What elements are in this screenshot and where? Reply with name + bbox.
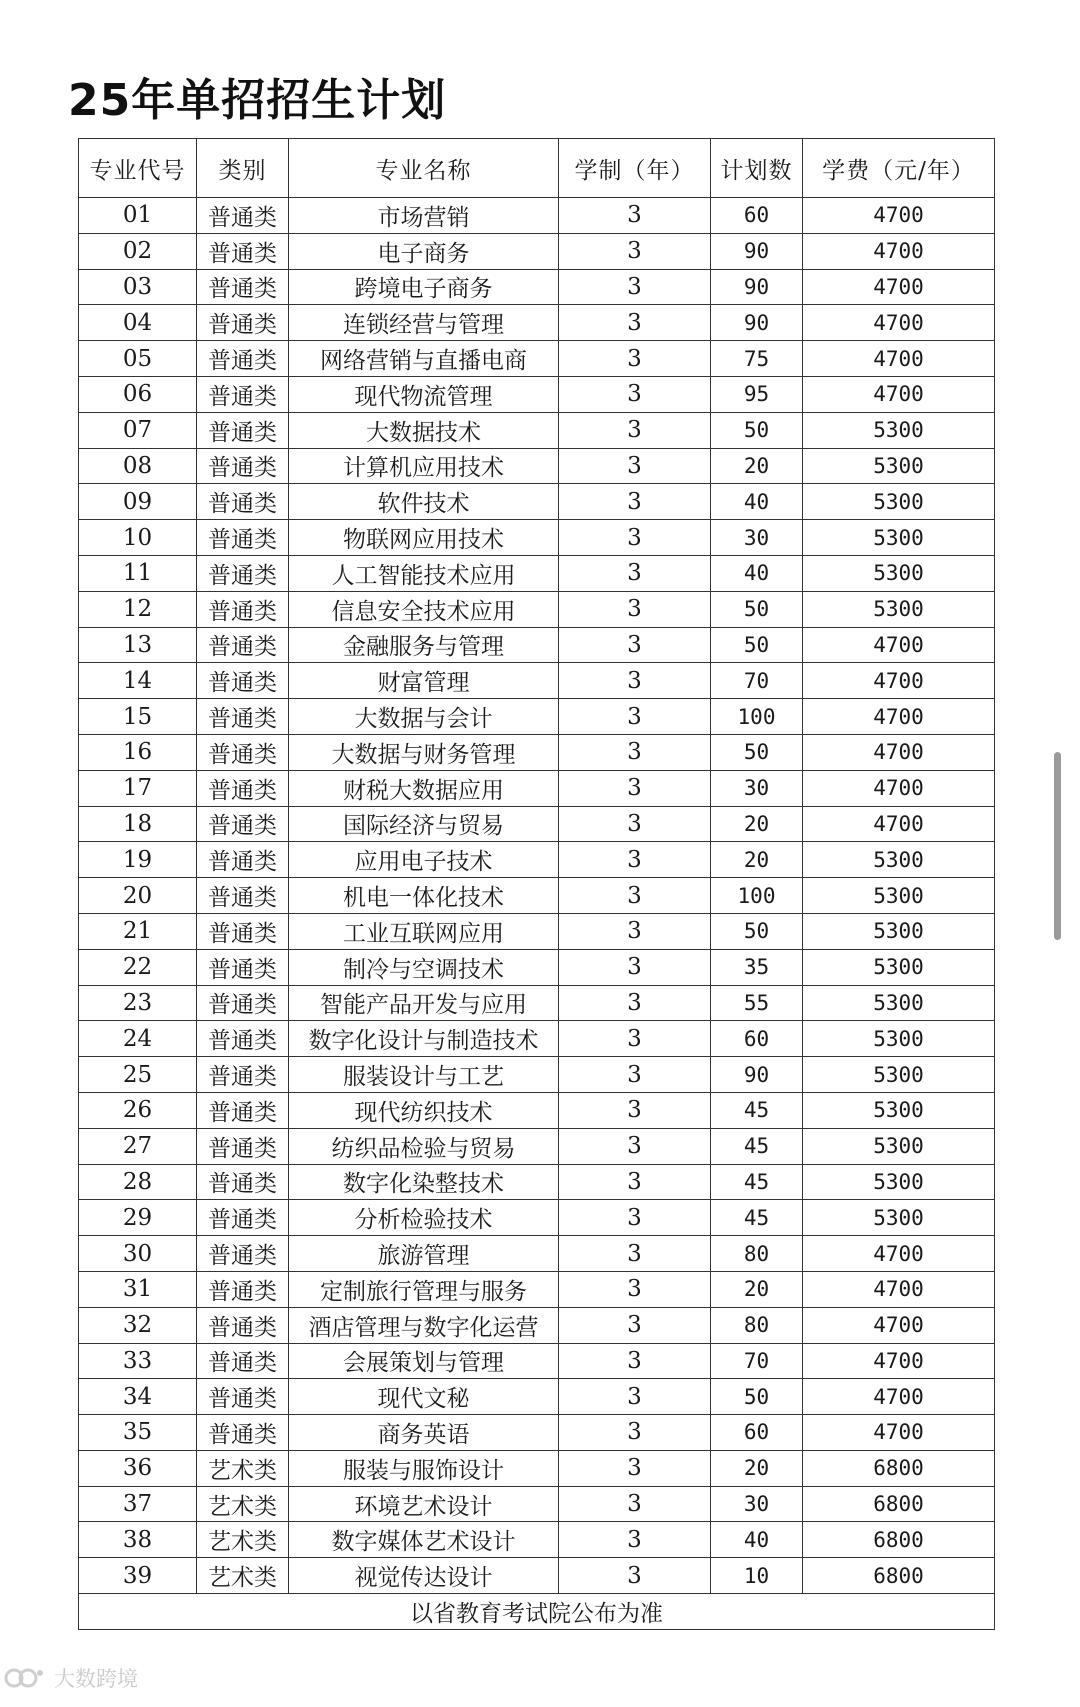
plan-count-cell: 20: [711, 842, 803, 878]
tuition-cell: 5300: [803, 878, 995, 914]
tuition-cell: 4700: [803, 269, 995, 305]
major-code-cell: 01: [79, 198, 197, 234]
plan-count-cell: 50: [711, 1379, 803, 1415]
major-name-cell: 旅游管理: [289, 1236, 559, 1272]
plan-count-cell: 100: [711, 699, 803, 735]
col-header-category: 类别: [197, 139, 289, 198]
col-header-tuition: 学费（元/年）: [803, 139, 995, 198]
major-name-cell: 软件技术: [289, 484, 559, 520]
table-footer-row: [79, 1594, 995, 1630]
plan-count-cell: 30: [711, 1486, 803, 1522]
tuition-cell: 5300: [803, 842, 995, 878]
major-name-cell: 电子商务: [289, 233, 559, 269]
major-code-cell: 08: [79, 448, 197, 484]
tuition-cell: 4700: [803, 1236, 995, 1272]
enrollment-plan-table: [78, 138, 995, 1630]
duration-cell: 3: [559, 591, 711, 627]
tuition-cell: 6800: [803, 1522, 995, 1558]
duration-cell: 3: [559, 1092, 711, 1128]
category-cell: 普通类: [197, 305, 289, 341]
table-footer-note: 以省教育考试院公布为准: [79, 1594, 995, 1630]
table-row: [79, 985, 995, 1021]
major-code-cell: 04: [79, 305, 197, 341]
duration-cell: 3: [559, 1236, 711, 1272]
duration-cell: 3: [559, 1307, 711, 1343]
table-row: [79, 412, 995, 448]
major-code-cell: 24: [79, 1021, 197, 1057]
major-name-cell: 机电一体化技术: [289, 878, 559, 914]
tuition-cell: 5300: [803, 484, 995, 520]
major-name-cell: 大数据与会计: [289, 699, 559, 735]
major-name-cell: 数字媒体艺术设计: [289, 1522, 559, 1558]
category-cell: 普通类: [197, 484, 289, 520]
duration-cell: 3: [559, 913, 711, 949]
duration-cell: 3: [559, 1021, 711, 1057]
category-cell: 艺术类: [197, 1486, 289, 1522]
duration-cell: 3: [559, 734, 711, 770]
major-code-cell: 18: [79, 806, 197, 842]
tuition-cell: 5300: [803, 1092, 995, 1128]
duration-cell: 3: [559, 949, 711, 985]
major-name-cell: 财富管理: [289, 663, 559, 699]
plan-count-cell: 40: [711, 1522, 803, 1558]
major-code-cell: 28: [79, 1164, 197, 1200]
major-name-cell: 视觉传达设计: [289, 1558, 559, 1594]
plan-count-cell: 75: [711, 341, 803, 377]
plan-count-cell: 10: [711, 1558, 803, 1594]
plan-count-cell: 60: [711, 1415, 803, 1451]
major-name-cell: 跨境电子商务: [289, 269, 559, 305]
duration-cell: 3: [559, 412, 711, 448]
tuition-cell: 5300: [803, 913, 995, 949]
category-cell: 普通类: [197, 1236, 289, 1272]
category-cell: 普通类: [197, 734, 289, 770]
plan-count-cell: 45: [711, 1164, 803, 1200]
duration-cell: 3: [559, 484, 711, 520]
tuition-cell: 4700: [803, 734, 995, 770]
table-row: [79, 269, 995, 305]
category-cell: 普通类: [197, 806, 289, 842]
tuition-cell: 4700: [803, 770, 995, 806]
category-cell: 艺术类: [197, 1450, 289, 1486]
table-row: [79, 1450, 995, 1486]
category-cell: 普通类: [197, 842, 289, 878]
major-code-cell: 38: [79, 1522, 197, 1558]
major-code-cell: 27: [79, 1128, 197, 1164]
tuition-cell: 4700: [803, 1379, 995, 1415]
tuition-cell: 5300: [803, 1021, 995, 1057]
plan-count-cell: 90: [711, 269, 803, 305]
major-name-cell: 国际经济与贸易: [289, 806, 559, 842]
table-row: [79, 1343, 995, 1379]
tuition-cell: 4700: [803, 198, 995, 234]
plan-count-cell: 90: [711, 305, 803, 341]
duration-cell: 3: [559, 1164, 711, 1200]
major-name-cell: 大数据与财务管理: [289, 734, 559, 770]
category-cell: 普通类: [197, 1200, 289, 1236]
tuition-cell: 5300: [803, 555, 995, 591]
major-code-cell: 15: [79, 699, 197, 735]
major-code-cell: 31: [79, 1271, 197, 1307]
major-code-cell: 35: [79, 1415, 197, 1451]
major-name-cell: 环境艺术设计: [289, 1486, 559, 1522]
major-code-cell: 30: [79, 1236, 197, 1272]
table-row: [79, 1379, 995, 1415]
major-code-cell: 09: [79, 484, 197, 520]
tuition-cell: 4700: [803, 699, 995, 735]
table-row: [79, 770, 995, 806]
brand-logo-icon: [4, 1665, 48, 1691]
category-cell: 普通类: [197, 448, 289, 484]
table-row: [79, 1021, 995, 1057]
major-name-cell: 计算机应用技术: [289, 448, 559, 484]
plan-count-cell: 50: [711, 913, 803, 949]
major-code-cell: 13: [79, 627, 197, 663]
major-name-cell: 现代纺织技术: [289, 1092, 559, 1128]
major-name-cell: 分析检验技术: [289, 1200, 559, 1236]
tuition-cell: 4700: [803, 806, 995, 842]
category-cell: 普通类: [197, 949, 289, 985]
major-name-cell: 现代物流管理: [289, 376, 559, 412]
category-cell: 普通类: [197, 1379, 289, 1415]
major-name-cell: 服装设计与工艺: [289, 1057, 559, 1093]
major-name-cell: 物联网应用技术: [289, 520, 559, 556]
page-title: 25年单招招生计划: [68, 75, 447, 126]
major-name-cell: 网络营销与直播电商: [289, 341, 559, 377]
major-code-cell: 25: [79, 1057, 197, 1093]
table-row: [79, 1092, 995, 1128]
table-row: [79, 1486, 995, 1522]
duration-cell: 3: [559, 770, 711, 806]
plan-count-cell: 70: [711, 663, 803, 699]
tuition-cell: 4700: [803, 1415, 995, 1451]
major-name-cell: 数字化设计与制造技术: [289, 1021, 559, 1057]
major-code-cell: 02: [79, 233, 197, 269]
duration-cell: 3: [559, 1379, 711, 1415]
major-code-cell: 05: [79, 341, 197, 377]
major-name-cell: 工业互联网应用: [289, 913, 559, 949]
tuition-cell: 4700: [803, 627, 995, 663]
category-cell: 普通类: [197, 555, 289, 591]
table-row: [79, 806, 995, 842]
table-row: [79, 1307, 995, 1343]
tuition-cell: 6800: [803, 1558, 995, 1594]
duration-cell: 3: [559, 1558, 711, 1594]
col-header-major-name: 专业名称: [289, 139, 559, 198]
duration-cell: 3: [559, 198, 711, 234]
plan-count-cell: 55: [711, 985, 803, 1021]
major-name-cell: 酒店管理与数字化运营: [289, 1307, 559, 1343]
category-cell: 艺术类: [197, 1522, 289, 1558]
table-row: [79, 520, 995, 556]
table-row: [79, 663, 995, 699]
table-row: [79, 699, 995, 735]
category-cell: 普通类: [197, 591, 289, 627]
duration-cell: 3: [559, 1450, 711, 1486]
category-cell: 普通类: [197, 1415, 289, 1451]
major-code-cell: 37: [79, 1486, 197, 1522]
major-code-cell: 14: [79, 663, 197, 699]
table-row: [79, 1164, 995, 1200]
plan-count-cell: 60: [711, 198, 803, 234]
category-cell: 普通类: [197, 1164, 289, 1200]
duration-cell: 3: [559, 806, 711, 842]
major-code-cell: 17: [79, 770, 197, 806]
category-cell: 普通类: [197, 1343, 289, 1379]
tuition-cell: 4700: [803, 341, 995, 377]
category-cell: 普通类: [197, 663, 289, 699]
duration-cell: 3: [559, 985, 711, 1021]
tuition-cell: 5300: [803, 1164, 995, 1200]
category-cell: 普通类: [197, 233, 289, 269]
plan-count-cell: 20: [711, 448, 803, 484]
table-row: [79, 1522, 995, 1558]
col-header-major-code: 专业代号: [79, 139, 197, 198]
tuition-cell: 6800: [803, 1486, 995, 1522]
major-name-cell: 制冷与空调技术: [289, 949, 559, 985]
category-cell: 普通类: [197, 1307, 289, 1343]
tuition-cell: 6800: [803, 1450, 995, 1486]
major-code-cell: 12: [79, 591, 197, 627]
tuition-cell: 5300: [803, 412, 995, 448]
major-code-cell: 32: [79, 1307, 197, 1343]
duration-cell: 3: [559, 520, 711, 556]
table-row: [79, 591, 995, 627]
duration-cell: 3: [559, 663, 711, 699]
plan-count-cell: 90: [711, 233, 803, 269]
major-name-cell: 大数据技术: [289, 412, 559, 448]
plan-count-cell: 20: [711, 1450, 803, 1486]
plan-count-cell: 45: [711, 1200, 803, 1236]
watermark-text: 大数跨境: [54, 1667, 138, 1691]
tuition-cell: 4700: [803, 376, 995, 412]
major-name-cell: 金融服务与管理: [289, 627, 559, 663]
major-code-cell: 21: [79, 913, 197, 949]
duration-cell: 3: [559, 305, 711, 341]
major-name-cell: 会展策划与管理: [289, 1343, 559, 1379]
table-row: [79, 1236, 995, 1272]
table-row: [79, 1271, 995, 1307]
major-name-cell: 商务英语: [289, 1415, 559, 1451]
plan-count-cell: 50: [711, 412, 803, 448]
plan-count-cell: 40: [711, 484, 803, 520]
plan-count-cell: 20: [711, 806, 803, 842]
table-body: [79, 198, 995, 1594]
duration-cell: 3: [559, 1522, 711, 1558]
plan-count-cell: 100: [711, 878, 803, 914]
tuition-cell: 4700: [803, 1343, 995, 1379]
duration-cell: 3: [559, 842, 711, 878]
major-name-cell: 现代文秘: [289, 1379, 559, 1415]
watermark: [4, 1663, 138, 1693]
plan-count-cell: 40: [711, 555, 803, 591]
tuition-cell: 5300: [803, 985, 995, 1021]
major-code-cell: 26: [79, 1092, 197, 1128]
duration-cell: 3: [559, 269, 711, 305]
major-code-cell: 23: [79, 985, 197, 1021]
category-cell: 普通类: [197, 376, 289, 412]
table-row: [79, 555, 995, 591]
table-row: [79, 305, 995, 341]
tuition-cell: 5300: [803, 1128, 995, 1164]
category-cell: 普通类: [197, 1128, 289, 1164]
major-code-cell: 34: [79, 1379, 197, 1415]
major-name-cell: 应用电子技术: [289, 842, 559, 878]
table-row: [79, 233, 995, 269]
major-code-cell: 33: [79, 1343, 197, 1379]
category-cell: 普通类: [197, 1092, 289, 1128]
major-name-cell: 市场营销: [289, 198, 559, 234]
duration-cell: 3: [559, 1128, 711, 1164]
category-cell: 普通类: [197, 520, 289, 556]
table-row: [79, 1128, 995, 1164]
duration-cell: 3: [559, 448, 711, 484]
duration-cell: 3: [559, 1415, 711, 1451]
tuition-cell: 4700: [803, 233, 995, 269]
table-row: [79, 376, 995, 412]
major-code-cell: 22: [79, 949, 197, 985]
table-row: [79, 1057, 995, 1093]
tuition-cell: 5300: [803, 448, 995, 484]
table-row: [79, 341, 995, 377]
plan-count-cell: 80: [711, 1307, 803, 1343]
duration-cell: 3: [559, 1486, 711, 1522]
plan-count-cell: 20: [711, 1271, 803, 1307]
category-cell: 普通类: [197, 269, 289, 305]
table-row: [79, 913, 995, 949]
tuition-cell: 4700: [803, 1307, 995, 1343]
category-cell: 普通类: [197, 878, 289, 914]
category-cell: 普通类: [197, 913, 289, 949]
major-code-cell: 10: [79, 520, 197, 556]
category-cell: 普通类: [197, 985, 289, 1021]
duration-cell: 3: [559, 1057, 711, 1093]
major-code-cell: 20: [79, 878, 197, 914]
major-name-cell: 服装与服饰设计: [289, 1450, 559, 1486]
duration-cell: 3: [559, 233, 711, 269]
plan-count-cell: 50: [711, 591, 803, 627]
major-name-cell: 信息安全技术应用: [289, 591, 559, 627]
table-row: [79, 878, 995, 914]
category-cell: 艺术类: [197, 1558, 289, 1594]
major-name-cell: 人工智能技术应用: [289, 555, 559, 591]
category-cell: 普通类: [197, 699, 289, 735]
table-row: [79, 627, 995, 663]
tuition-cell: 5300: [803, 1057, 995, 1093]
plan-count-cell: 45: [711, 1128, 803, 1164]
plan-count-cell: 70: [711, 1343, 803, 1379]
category-cell: 普通类: [197, 198, 289, 234]
major-name-cell: 智能产品开发与应用: [289, 985, 559, 1021]
tuition-cell: 5300: [803, 949, 995, 985]
major-code-cell: 03: [79, 269, 197, 305]
major-name-cell: 连锁经营与管理: [289, 305, 559, 341]
plan-count-cell: 50: [711, 627, 803, 663]
table-row: [79, 949, 995, 985]
major-name-cell: 财税大数据应用: [289, 770, 559, 806]
table-row: [79, 1558, 995, 1594]
duration-cell: 3: [559, 555, 711, 591]
tuition-cell: 4700: [803, 305, 995, 341]
table-header-row: [79, 139, 995, 198]
tuition-cell: 4700: [803, 663, 995, 699]
col-header-plan-count: 计划数: [711, 139, 803, 198]
tuition-cell: 5300: [803, 1200, 995, 1236]
major-code-cell: 11: [79, 555, 197, 591]
duration-cell: 3: [559, 627, 711, 663]
major-code-cell: 07: [79, 412, 197, 448]
major-name-cell: 纺织品检验与贸易: [289, 1128, 559, 1164]
table-row: [79, 484, 995, 520]
major-code-cell: 29: [79, 1200, 197, 1236]
tuition-cell: 5300: [803, 520, 995, 556]
duration-cell: 3: [559, 699, 711, 735]
duration-cell: 3: [559, 1271, 711, 1307]
tuition-cell: 5300: [803, 591, 995, 627]
major-name-cell: 数字化染整技术: [289, 1164, 559, 1200]
major-code-cell: 19: [79, 842, 197, 878]
duration-cell: 3: [559, 878, 711, 914]
major-code-cell: 16: [79, 734, 197, 770]
major-name-cell: 定制旅行管理与服务: [289, 1271, 559, 1307]
plan-count-cell: 80: [711, 1236, 803, 1272]
table-row: [79, 1415, 995, 1451]
major-code-cell: 39: [79, 1558, 197, 1594]
category-cell: 普通类: [197, 627, 289, 663]
plan-count-cell: 30: [711, 770, 803, 806]
scrollbar-thumb[interactable]: [1054, 752, 1061, 940]
tuition-cell: 4700: [803, 1271, 995, 1307]
plan-count-cell: 90: [711, 1057, 803, 1093]
table-row: [79, 448, 995, 484]
table-row: [79, 1200, 995, 1236]
duration-cell: 3: [559, 1343, 711, 1379]
table-row: [79, 198, 995, 234]
category-cell: 普通类: [197, 1021, 289, 1057]
category-cell: 普通类: [197, 1271, 289, 1307]
category-cell: 普通类: [197, 770, 289, 806]
plan-count-cell: 60: [711, 1021, 803, 1057]
duration-cell: 3: [559, 341, 711, 377]
table-row: [79, 734, 995, 770]
plan-count-cell: 50: [711, 734, 803, 770]
category-cell: 普通类: [197, 1057, 289, 1093]
col-header-duration: 学制（年）: [559, 139, 711, 198]
plan-count-cell: 95: [711, 376, 803, 412]
duration-cell: 3: [559, 1200, 711, 1236]
plan-count-cell: 35: [711, 949, 803, 985]
plan-count-cell: 30: [711, 520, 803, 556]
category-cell: 普通类: [197, 341, 289, 377]
major-code-cell: 36: [79, 1450, 197, 1486]
major-code-cell: 06: [79, 376, 197, 412]
category-cell: 普通类: [197, 412, 289, 448]
table-row: [79, 842, 995, 878]
duration-cell: 3: [559, 376, 711, 412]
plan-count-cell: 45: [711, 1092, 803, 1128]
